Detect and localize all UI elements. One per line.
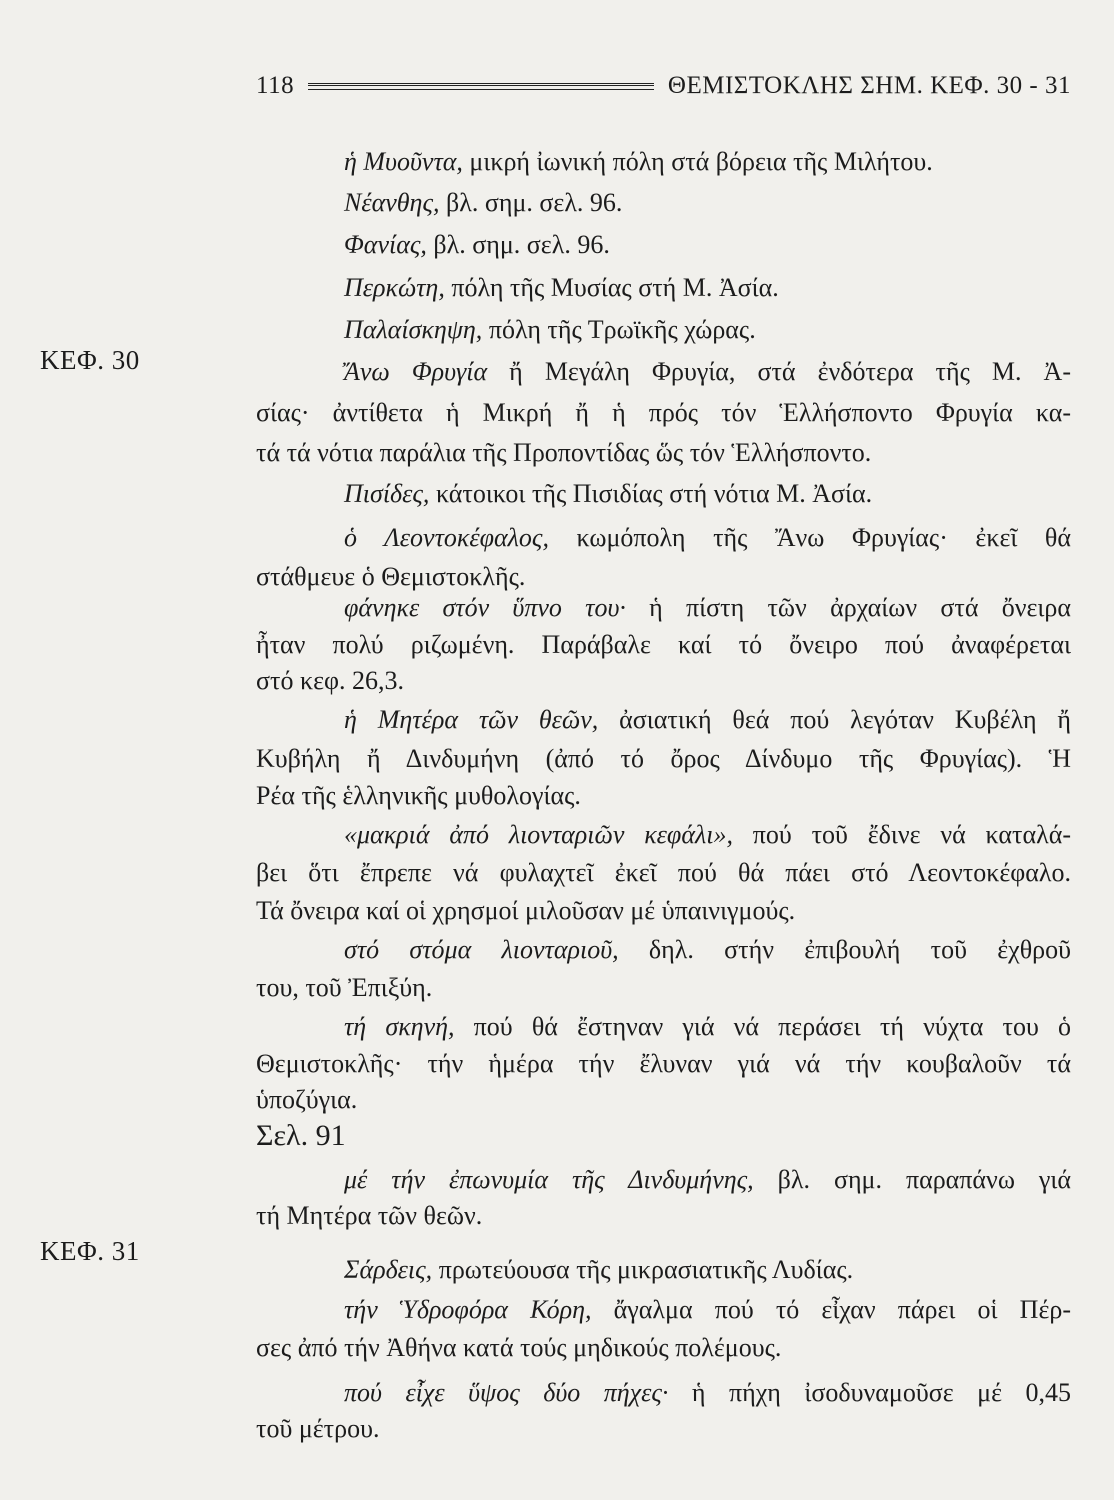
note-text: Κυβήλη ἤ Δινδυμήνη (ἀπό τό ὄρος Δίνδυμο τῆς Φρυγίας). Ἡ: [256, 744, 1071, 773]
note-lemma: Νέανθης,: [344, 188, 440, 217]
note-lemma: Φανίας,: [344, 230, 427, 259]
note-text: τά τά νότια παράλια τῆς Προποντίδας ὥς τόν Ἑλλήσποντο.: [256, 438, 872, 467]
note-line: [256, 700, 1071, 740]
note-text: βει ὅτι ἔπρεπε νά φυλαχτεῖ ἐκεῖ πού θά πάει στό Λεοντοκέφαλο.: [256, 858, 1071, 887]
note-text: ἡ πήχη ἰσοδυναμοῦσε μέ 0,45: [668, 1378, 1071, 1407]
note-line: [256, 268, 1071, 308]
note-lemma: ὁ Λεοντοκέφαλος,: [344, 523, 549, 552]
header-rule: [308, 83, 654, 90]
note-line: [256, 1373, 1071, 1413]
note-text: στό κεφ. 26,3.: [256, 666, 404, 695]
note-lemma: Παλαίσκηψη,: [344, 315, 483, 344]
note-line: [256, 588, 1071, 628]
note-lemma: Ἄνω Φρυγία: [344, 357, 488, 386]
note-line: [256, 1409, 1071, 1449]
note-text: πρωτεύουσα τῆς μικρασιατικῆς Λυδίας.: [432, 1255, 854, 1284]
note-text: βλ. σημ. παραπάνω γιά: [753, 1165, 1071, 1194]
note-text: κάτοικοι τῆς Πισιδίας στή νότια Μ. Ἀσία.: [429, 479, 873, 508]
margin-chapter-30: ΚΕΦ. 30: [40, 345, 140, 375]
note-line: [256, 1007, 1071, 1047]
note-lemma: ἡ Μητέρα τῶν θεῶν,: [344, 705, 599, 734]
note-lemma: φάνηκε στόν ὕπνο του·: [344, 593, 626, 622]
note-text: του, τοῦ Ἐπιξύη.: [256, 973, 433, 1002]
section-heading-text: Σελ. 91: [256, 1119, 346, 1152]
note-lemma: τήν Ὑδροφόρα Κόρη,: [344, 1295, 592, 1324]
note-line: [256, 815, 1071, 855]
note-lemma: ἡ Μυοῦντα,: [344, 147, 463, 176]
note-text: πόλη τῆς Μυσίας στή Μ. Ἀσία.: [444, 273, 779, 302]
running-title: ΘΕΜΙΣΤΟΚΛΗΣ ΣΗΜ. ΚΕΦ. 30 - 31: [667, 72, 1071, 99]
note-text: δηλ. στήν ἐπιβουλή τοῦ ἐχθροῦ: [618, 935, 1072, 964]
note-lemma: μέ τήν ἐπωνυμία τῆς Δινδυμήνης,: [344, 1165, 754, 1194]
note-text: βλ. σημ. σελ. 96.: [439, 188, 623, 217]
note-lemma: Πισίδες,: [344, 479, 430, 508]
note-line: [256, 142, 1071, 182]
note-line: [256, 1044, 1071, 1084]
note-line: [256, 625, 1071, 665]
note-line: [256, 433, 1071, 473]
note-text: Τά ὄνειρα καί οἱ χρησμοί μιλοῦσαν μέ ὑπαινιγμούς.: [256, 896, 796, 925]
note-text: πόλη τῆς Τρωϊκῆς χώρας.: [482, 315, 756, 344]
note-line: [256, 352, 1071, 392]
note-text: κωμόπολη τῆς Ἄνω Φρυγίας· ἐκεῖ θά: [548, 523, 1071, 552]
note-line: [256, 739, 1071, 779]
note-text: Θεμιστοκλῆς· τήν ἡμέρα τήν ἔλυναν γιά νά τήν κουβαλοῦν τά: [256, 1049, 1071, 1078]
note-text: Ρέα τῆς ἑλληνικῆς μυθολογίας.: [256, 781, 581, 810]
note-text: ἀσιατική θεά πού λεγόταν Κυβέλη ἤ: [598, 705, 1071, 734]
note-line: [256, 310, 1071, 350]
note-line: [256, 1160, 1071, 1200]
note-line: [256, 1196, 1071, 1236]
note-line: [256, 853, 1071, 893]
note-lemma: στό στόμα λιονταριοῦ,: [344, 935, 619, 964]
section-heading: [256, 1114, 1071, 1158]
note-lemma: Περκώτη,: [344, 273, 445, 302]
note-lemma: πού εἶχε ὕψος δύο πήχες·: [344, 1378, 669, 1407]
note-text: πού τοῦ ἔδινε νά καταλά-: [732, 820, 1071, 849]
page-number: 118: [256, 72, 295, 99]
note-text: τοῦ μέτρου.: [256, 1414, 380, 1443]
note-lemma: Σάρδεις,: [344, 1255, 433, 1284]
running-header: [256, 66, 1071, 106]
margin-chapter-31: ΚΕΦ. 31: [40, 1236, 140, 1266]
note-text: ἄγαλμα πού τό εἶχαν πάρει οἱ Πέρ-: [591, 1295, 1071, 1324]
note-text: ἡ πίστη τῶν ἀρχαίων στά ὄνειρα: [625, 593, 1071, 622]
note-text: σες ἀπό τήν Ἀθήνα κατά τούς μηδικούς πολέμους.: [256, 1333, 782, 1362]
note-lemma: «μακριά ἀπό λιονταριῶν κεφάλι»,: [344, 820, 733, 849]
note-text: σίας· ἀντίθετα ἡ Μικρή ἤ ἡ πρός τόν Ἑλλήσποντο Φρυγία κα-: [256, 398, 1071, 427]
note-line: [256, 1290, 1071, 1330]
note-text: βλ. σημ. σελ. 96.: [426, 230, 610, 259]
note-line: [256, 183, 1071, 223]
note-text: ἦταν πολύ ριζωμένη. Παράβαλε καί τό ὄνειρο πού ἀναφέρεται: [256, 630, 1071, 659]
note-text: ἤ Μεγάλη Φρυγία, στά ἐνδότερα τῆς Μ. Ἀ-: [487, 357, 1071, 386]
note-line: [256, 776, 1071, 816]
note-text: τή Μητέρα τῶν θεῶν.: [256, 1201, 483, 1230]
note-line: [256, 661, 1071, 701]
note-line: [256, 393, 1071, 433]
note-line: [256, 891, 1071, 931]
note-text: στάθμευε ὁ Θεμιστοκλῆς.: [256, 562, 526, 591]
note-line: [256, 518, 1071, 558]
note-text: μικρή ἰωνική πόλη στά βόρεια τῆς Μιλήτου.: [462, 147, 933, 176]
note-text: ὑποζύγια.: [256, 1085, 358, 1114]
note-line: [256, 225, 1071, 265]
note-line: [256, 930, 1071, 970]
note-lemma: τή σκηνή,: [344, 1012, 455, 1041]
note-line: [256, 968, 1071, 1008]
note-line: [256, 474, 1071, 514]
note-line: [256, 1328, 1071, 1368]
note-line: [256, 1250, 1071, 1290]
note-text: πού θά ἔστηναν γιά νά περάσει τή νύχτα του ὁ: [454, 1012, 1071, 1041]
